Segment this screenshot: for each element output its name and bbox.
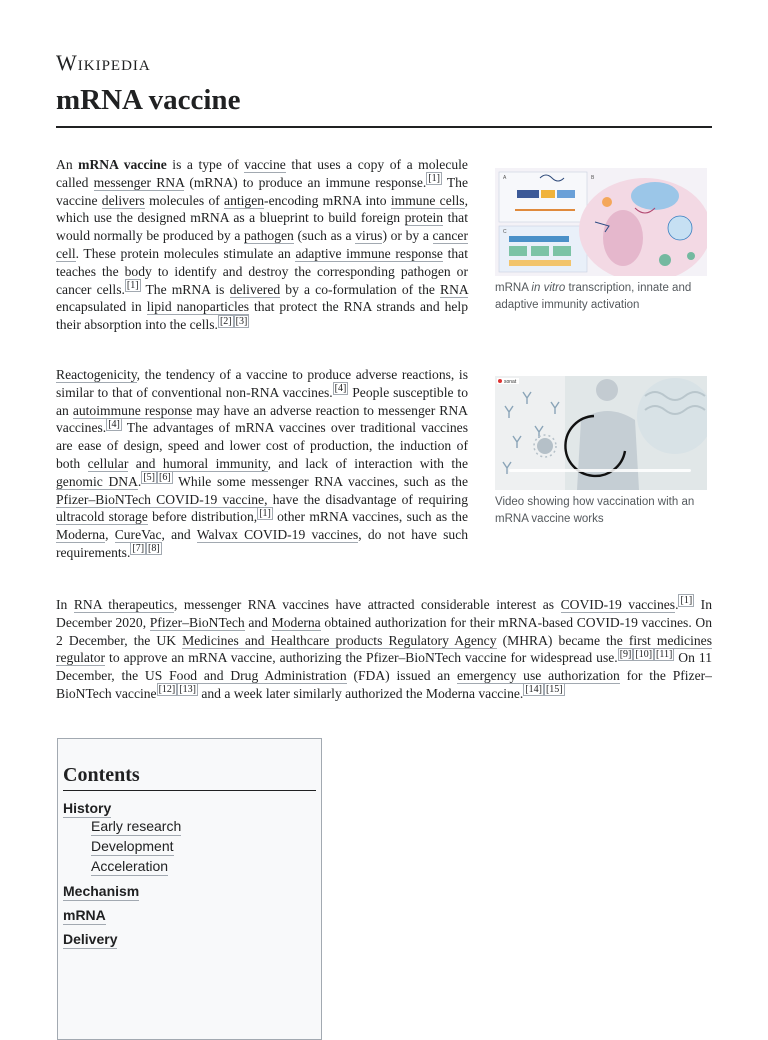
text: ) or by a [382,228,433,244]
link-antigen[interactable]: antigen [224,192,265,208]
ref-4[interactable]: [4] [108,418,120,430]
link-adaptive-immune-response[interactable]: adaptive immune response [295,245,443,261]
text: (such as a [293,228,356,244]
text: that uses a copy of a molecule called [56,157,468,190]
link-pathogen[interactable]: pathogen [244,228,294,244]
ref-9[interactable]: [9] [619,648,632,660]
toc-item-early-research[interactable]: Early research [91,818,182,834]
link-moderna[interactable]: Moderna [271,614,321,630]
link-walvax-vaccines[interactable]: Walvax COVID-19 vaccines [196,527,359,543]
link-moderna[interactable]: Moderna [56,527,106,543]
text: , [105,527,115,543]
text: . [675,597,679,612]
intro-paragraph-1 [56,156,468,334]
text: may have an adverse reaction to messenger RNA vaccines. [56,402,468,436]
text: . [137,473,142,489]
link-rna[interactable]: RNA [440,281,468,297]
text: is a type of [166,157,245,172]
figure-caption [495,280,709,313]
link-pfizer-biontech[interactable]: Pfizer–BioNTech [149,614,245,630]
link-delivers[interactable]: delivers [101,192,145,208]
link-immune-cells[interactable]: immune cells [390,192,465,208]
text [651,633,657,648]
text: to approve an mRNA vaccine, authorizing the Pfizer–BioNTech vaccine for widespread use. [105,650,618,666]
ref-3[interactable]: [3] [235,315,248,327]
ref-13[interactable]: [13] [179,684,196,696]
svg-text:A: A [503,175,507,181]
svg-text:C: C [503,229,507,235]
link-curevac[interactable]: CureVac [114,527,162,543]
text: (mRNA) to produce an immune response. [184,174,427,190]
text: , messenger RNA vaccines have attracted considerable interest as [173,597,561,612]
link-covid19-vaccines[interactable]: COVID-19 vaccines [560,597,676,612]
text: that would normally be produced by a [56,210,468,244]
link-emergency-use-authorization[interactable]: emergency use authorization [456,668,620,684]
text: and [244,614,272,630]
link-virus[interactable]: virus [355,228,383,244]
toc-item-acceleration[interactable]: Acceleration [91,858,169,874]
text: and a week later similarly authorized the Moderna vaccine. [197,685,524,701]
link-medicines-regulator[interactable]: medicines regulator [56,632,712,666]
link-messenger-rna[interactable]: messenger RNA [93,174,185,190]
text: People susceptible to an [56,384,468,418]
toc-item-delivery[interactable]: Delivery [63,931,118,947]
ref-11[interactable]: [11] [656,648,673,660]
ref-1[interactable]: [1] [428,173,440,185]
text: An [56,157,79,172]
toc-divider [63,790,316,791]
ref-1[interactable]: [1] [126,280,139,292]
link-genomic-dna[interactable]: genomic DNA [56,473,138,489]
title-divider [56,126,712,128]
text: (FDA) issued an [346,668,457,684]
text: , do not have such requirements. [56,527,469,560]
ref-2[interactable]: [2] [219,315,232,327]
link-vaccine[interactable]: vaccine [244,157,286,172]
ref-7[interactable]: [7] [132,543,145,555]
ref-12[interactable]: [12] [158,684,176,696]
intro-paragraph-2 [56,366,468,562]
ref-1[interactable]: [1] [259,507,271,519]
text: that protect the RNA strands and help their absorption into the cells. [56,299,469,333]
text: for the Pfizer–BioNTech vaccine [56,668,712,701]
video-thumbnail [495,376,707,490]
link-cellular[interactable]: cellular [87,455,129,471]
text: On 11 December, the US [56,650,712,684]
text: , and [161,527,197,543]
text: In [56,597,74,612]
text: before distribution, [147,509,258,525]
figure-vaccination-video [495,376,709,527]
ref-5[interactable]: [5] [143,472,155,484]
text: that teaches the body to identify and destroy the corresponding pathogen or cancer cells. [56,245,468,297]
page-title: mRNA vaccine [56,84,241,116]
link-humoral-immunity[interactable]: humoral immunity [162,455,268,471]
toc-title: Contents [63,764,140,786]
text: by a co-formulation of the [280,281,441,297]
text: , which use the designed mRNA as a blueprint to build foreign [56,192,468,226]
mrna-diagram-image[interactable] [495,168,707,276]
text: encapsulated in [56,299,147,315]
toc-item-history[interactable]: History [63,800,112,816]
text: . These protein molecules stimulate an [75,245,296,261]
ref-4[interactable]: [4] [334,383,347,395]
text: , and lack of interaction with the [267,455,468,471]
figure-mrna-transcription [495,168,709,313]
table-of-contents [57,738,322,1040]
ref-1[interactable]: [1] [680,595,693,607]
link-cancer-cell[interactable]: cancer cell [56,228,468,261]
text: obtained authorization for their mRNA-based COVID-19 vaccines. On 2 December, the UK [56,614,712,648]
link-pfizer-biontech-vaccine[interactable]: Pfizer–BioNTech COVID-19 vaccine [56,491,265,507]
wikipedia-logo[interactable]: Wikipedia [56,50,151,75]
text: , the tendency of a vaccine to produce adverse reactions, is similar to that of conventional non-RNA vaccines. [56,367,468,400]
text: The mRNA is [140,281,230,297]
toc-item-mechanism[interactable]: Mechanism [63,883,140,899]
figure-caption: Video showing how vaccination with an mRNA vaccine works [495,496,695,525]
caption-italic: in vitro [531,282,566,294]
svg-text:sonat: sonat [504,379,517,385]
ref-14[interactable]: [14] [525,684,542,696]
video-player[interactable] [495,376,707,490]
diagram-illustration [495,168,707,276]
caption-text: transcription, innate and adaptive immunity activation [495,282,692,311]
text: The advantages of mRNA vaccines over traditional vaccines are ease of design, speed and lower cost of production, the induction of both [56,420,468,471]
caption-text: mRNA [495,282,532,294]
link-autoimmune-response[interactable]: autoimmune response [72,402,193,418]
text: In December 2020, [56,597,712,630]
toc-item-mrna[interactable]: mRNA [63,907,106,923]
link-ultracold-storage[interactable]: ultracold storage [56,509,148,525]
text: (MHRA) became the [496,632,629,648]
text: While some messenger RNA vaccines, such as the [172,473,468,489]
text: The vaccine [56,174,469,208]
ref-8[interactable]: [8] [148,543,160,555]
link-protein[interactable]: protein [404,210,444,226]
link-first[interactable]: first [628,632,651,648]
toc-item-development[interactable]: Development [91,838,174,854]
text: and [128,455,163,471]
link-lipid-nanoparticles[interactable]: lipid nanoparticles [146,299,250,315]
svg-text:B: B [591,175,595,181]
link-fda[interactable]: Food and Drug Administration [169,668,347,684]
link-delivered[interactable]: delivered [229,281,281,297]
text: , have the disadvantage of requiring [264,491,468,507]
intro-paragraph-3 [56,596,712,703]
ref-15[interactable]: [15] [545,684,563,696]
bold-term: mRNA vaccine [78,157,167,172]
text: molecules of [144,192,225,208]
link-mhra[interactable]: Medicines and Healthcare products Regulatory Agency [182,632,497,648]
text: other mRNA vaccines, such as the [272,509,468,525]
ref-6[interactable]: [6] [159,472,171,484]
link-rna-therapeutics[interactable]: RNA therapeutics [73,597,174,612]
ref-10[interactable]: [10] [635,648,653,660]
link-reactogenicity[interactable]: Reactogenicity [56,367,137,382]
text: -encoding mRNA into [264,192,391,208]
